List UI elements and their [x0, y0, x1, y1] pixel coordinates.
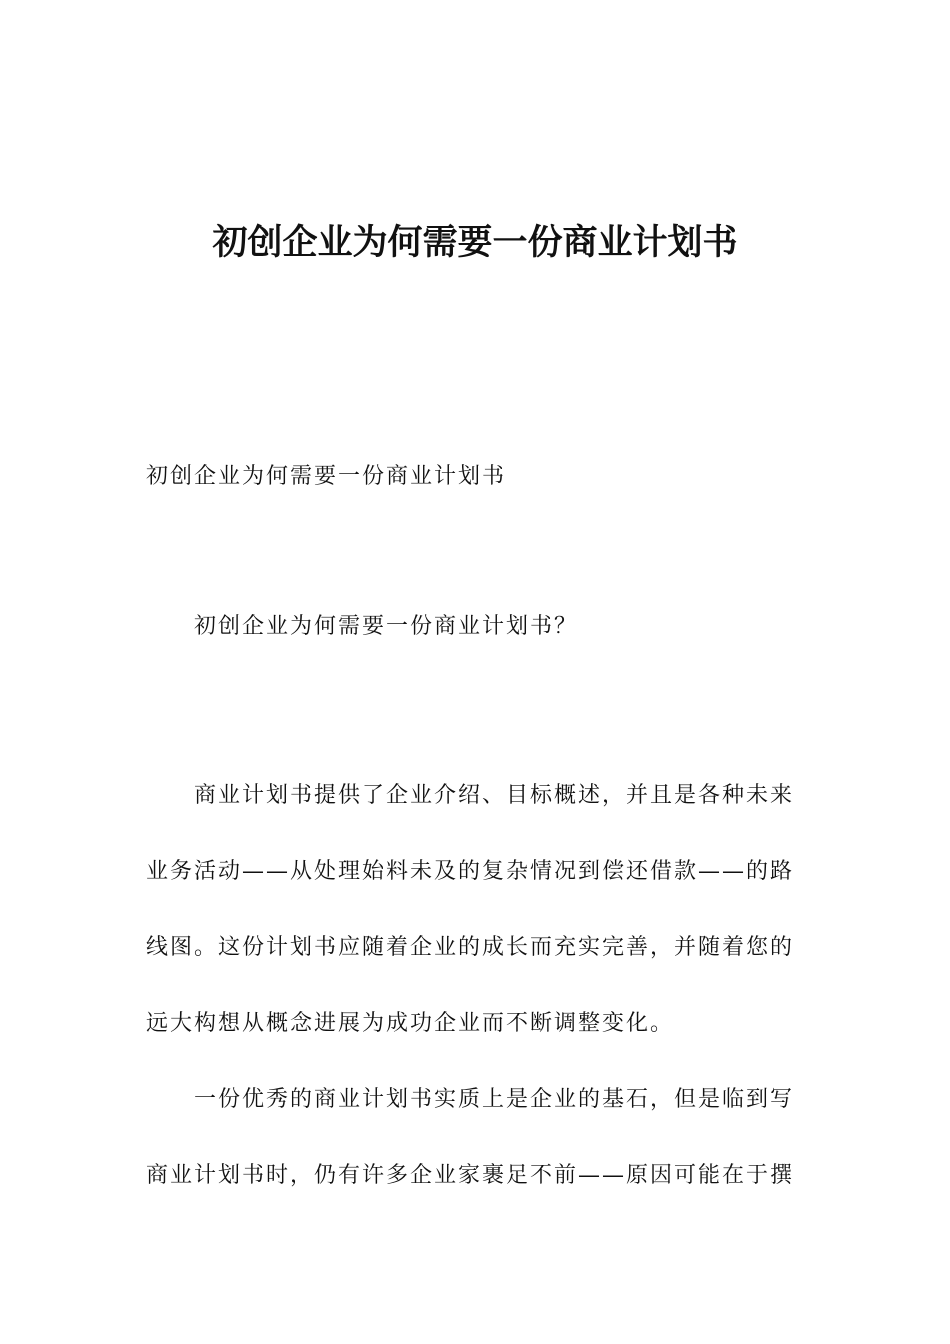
paragraph-line: 业务活动——从处理始料未及的复杂情况到偿还借款——的路 [146, 859, 795, 884]
paragraph-line: 远大构想从概念进展为成功企业而不断调整变化。 [146, 1011, 675, 1036]
paragraph-1 [146, 758, 806, 1062]
paragraph-2 [146, 1062, 806, 1214]
paragraph-line: 商业计划书提供了企业介绍、目标概述，并且是各种未来 [194, 783, 795, 808]
paragraph-line: 一份优秀的商业计划书实质上是企业的基石，但是临到写 [194, 1087, 795, 1112]
document-title: 初创企业为何需要一份商业计划书 [212, 223, 738, 263]
paragraph-line: 线图。这份计划书应随着企业的成长而充实完善，并随着您的 [146, 935, 795, 960]
body-text [146, 758, 806, 1214]
paragraph-line: 商业计划书时，仍有许多企业家裹足不前——原因可能在于撰 [146, 1163, 795, 1188]
section-question: 初创企业为何需要一份商业计划书？ [194, 614, 579, 639]
document-subtitle: 初创企业为何需要一份商业计划书 [146, 464, 507, 489]
